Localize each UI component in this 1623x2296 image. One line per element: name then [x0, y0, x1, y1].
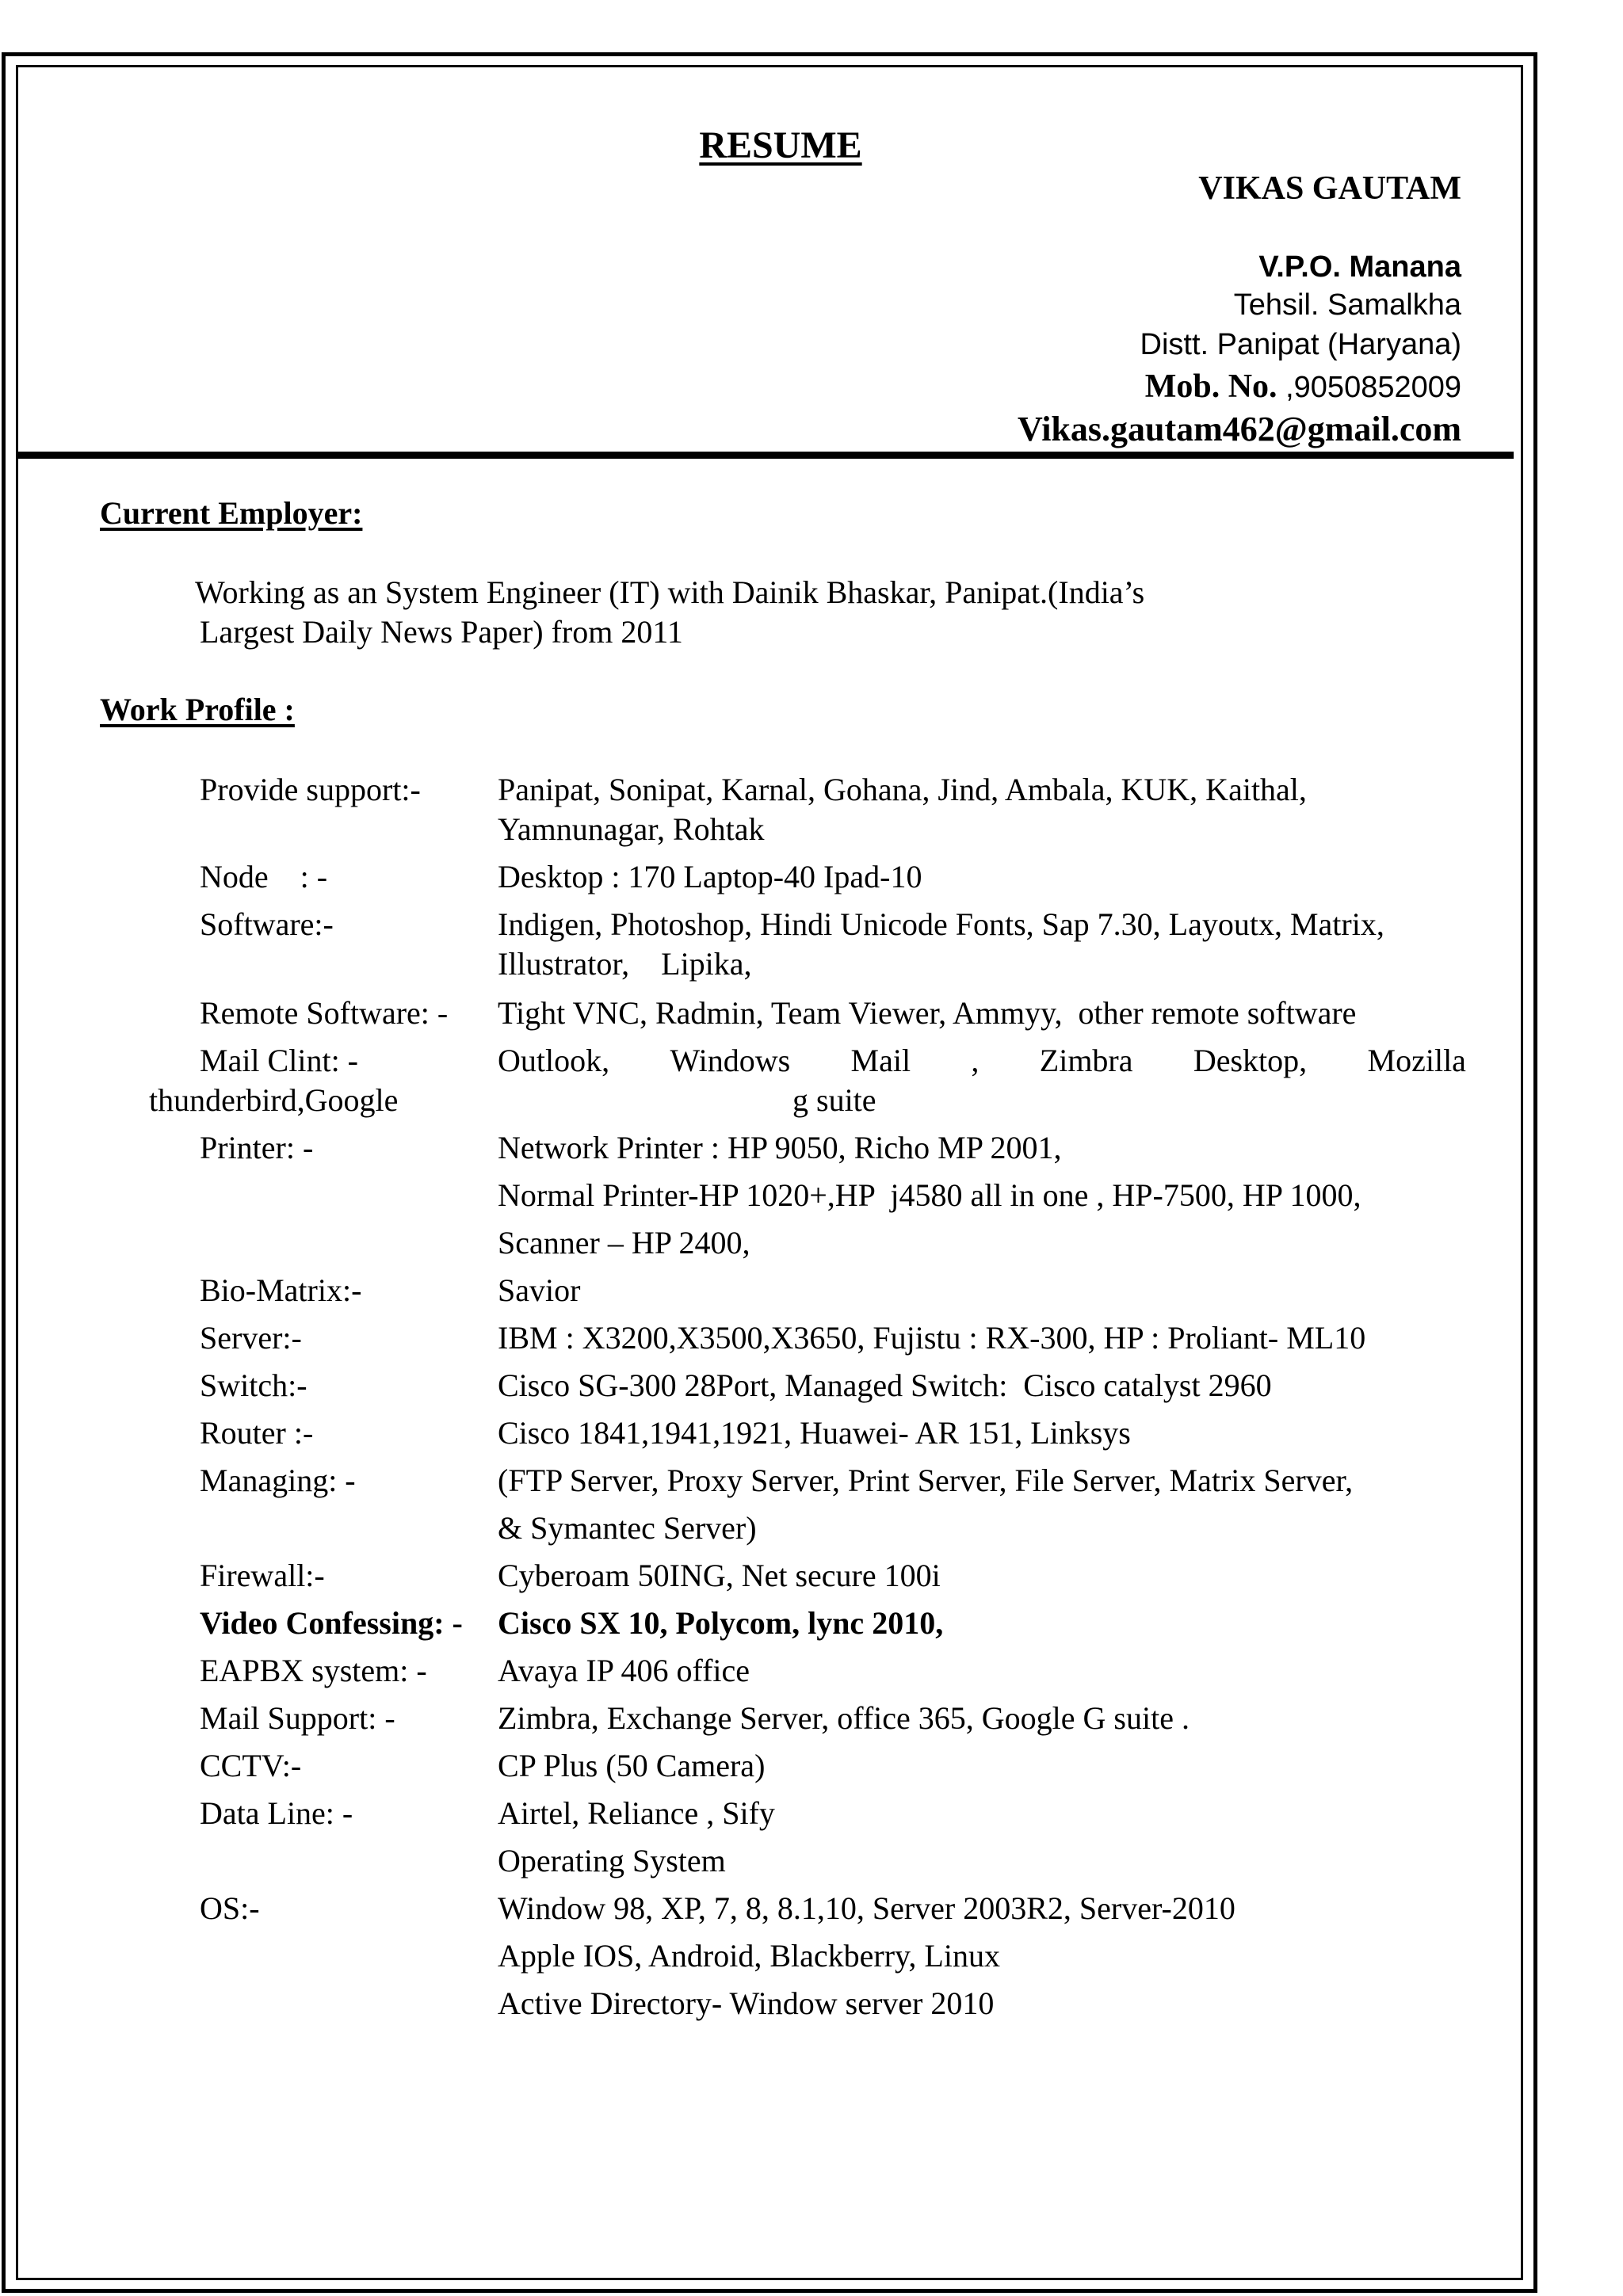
- label-server: Server:-: [200, 1320, 302, 1356]
- label-cctv: CCTV:-: [200, 1748, 302, 1783]
- value-remote-software: Tight VNC, Radmin, Team Viewer, Ammyy, other remote software: [498, 995, 1357, 1031]
- label-provide-support: Provide support:-: [200, 772, 421, 807]
- label-mail-support: Mail Support: -: [200, 1700, 395, 1736]
- address-line-2: Tehsil. Samalkha: [1233, 288, 1461, 322]
- value-switch: Cisco SG-300 28Port, Managed Switch: Cisco catalyst 2960: [498, 1367, 1272, 1403]
- mail-clint-word: Mozilla: [1367, 1043, 1466, 1078]
- value-server: IBM : X3200,X3500,X3650, Fujistu : RX-300, HP : Proliant- ML10: [498, 1320, 1366, 1356]
- value-provide-support-2: Yamnunagar, Rohtak: [498, 811, 765, 847]
- label-mail-clint: Mail Clint: -: [200, 1043, 358, 1078]
- label-remote-software: Remote Software: -: [200, 995, 449, 1031]
- label-os: OS:-: [200, 1890, 260, 1926]
- value-managing-1: (FTP Server, Proxy Server, Print Server, File Server, Matrix Server,: [498, 1463, 1354, 1498]
- work-profile-heading: Work Profile :: [100, 692, 295, 727]
- label-managing: Managing: -: [200, 1463, 356, 1498]
- label-bio-matrix: Bio-Matrix:-: [200, 1272, 362, 1308]
- resume-title: RESUME: [699, 124, 862, 166]
- value-firewall: Cyberoam 50ING, Net secure 100i: [498, 1558, 941, 1593]
- value-operating-system: Operating System: [498, 1843, 726, 1878]
- value-mail-support: Zimbra, Exchange Server, office 365, Google G suite .: [498, 1700, 1190, 1736]
- value-mail-clint: [498, 1041, 1466, 1081]
- label-data-line: Data Line: -: [200, 1795, 353, 1831]
- value-eapbx: Avaya IP 406 office: [498, 1653, 750, 1688]
- mobile-label: Mob. No.: [1144, 368, 1277, 405]
- label-software: Software:-: [200, 906, 334, 942]
- value-data-line: Airtel, Reliance , Sify: [498, 1795, 775, 1831]
- value-os-3: Active Directory- Window server 2010: [498, 1985, 995, 2021]
- candidate-name: VIKAS GAUTAM: [1198, 170, 1461, 207]
- current-employer-line-2: Largest Daily News Paper) from 2011: [200, 614, 683, 650]
- mail-clint-word: Outlook,: [498, 1043, 610, 1078]
- label-firewall: Firewall:-: [200, 1558, 325, 1593]
- label-video-confessing: Video Confessing: -: [200, 1605, 463, 1641]
- mail-clint-word: Mail: [850, 1043, 911, 1078]
- address-line-1: V.P.O. Manana: [1258, 250, 1461, 284]
- mail-clint-word: Windows: [670, 1043, 791, 1078]
- label-mail-clint-cont: thunderbird,Google: [149, 1082, 399, 1118]
- value-node: Desktop : 170 Laptop-40 Ipad-10: [498, 859, 922, 894]
- value-printer-3: Scanner – HP 2400,: [498, 1225, 750, 1261]
- label-switch: Switch:-: [200, 1367, 307, 1403]
- header-divider: [16, 452, 1514, 459]
- value-os-1: Window 98, XP, 7, 8, 8.1,10, Server 2003R2, Server-2010: [498, 1890, 1235, 1926]
- value-printer-2: Normal Printer-HP 1020+,HP j4580 all in one , HP-7500, HP 1000,: [498, 1177, 1361, 1213]
- mobile-line: [1145, 368, 1461, 406]
- value-printer-1: Network Printer : HP 9050, Richo MP 2001,: [498, 1130, 1062, 1165]
- label-printer: Printer: -: [200, 1130, 314, 1165]
- value-os-2: Apple IOS, Android, Blackberry, Linux: [498, 1938, 1000, 1974]
- value-software-1: Indigen, Photoshop, Hindi Unicode Fonts, Sap 7.30, Layoutx, Matrix,: [498, 906, 1384, 942]
- value-bio-matrix: Savior: [498, 1272, 581, 1308]
- label-eapbx: EAPBX system: -: [200, 1653, 427, 1688]
- email-address: Vikas.gautam462@gmail.com: [1018, 410, 1461, 448]
- mail-clint-word: Zimbra: [1039, 1043, 1133, 1078]
- value-cctv: CP Plus (50 Camera): [498, 1748, 766, 1783]
- address-line-3: Distt. Panipat (Haryana): [1140, 328, 1461, 361]
- value-software-2: Illustrator, Lipika,: [498, 946, 752, 982]
- mobile-number: ,9050852009: [1277, 371, 1461, 404]
- mail-clint-word: ,: [971, 1043, 980, 1078]
- label-node: Node : -: [200, 859, 328, 894]
- value-video-confessing: Cisco SX 10, Polycom, lync 2010,: [498, 1605, 944, 1641]
- value-mail-clint-cont: g suite: [792, 1082, 876, 1118]
- mail-clint-word: Desktop,: [1193, 1043, 1308, 1078]
- value-provide-support-1: Panipat, Sonipat, Karnal, Gohana, Jind, Ambala, KUK, Kaithal,: [498, 772, 1307, 807]
- label-router: Router :-: [200, 1415, 314, 1451]
- current-employer-line-1: Working as an System Engineer (IT) with Dainik Bhaskar, Panipat.(India’s: [195, 574, 1145, 610]
- current-employer-heading: Current Employer:: [100, 495, 363, 531]
- value-router: Cisco 1841,1941,1921, Huawei- AR 151, Linksys: [498, 1415, 1131, 1451]
- value-managing-2: & Symantec Server): [498, 1510, 757, 1546]
